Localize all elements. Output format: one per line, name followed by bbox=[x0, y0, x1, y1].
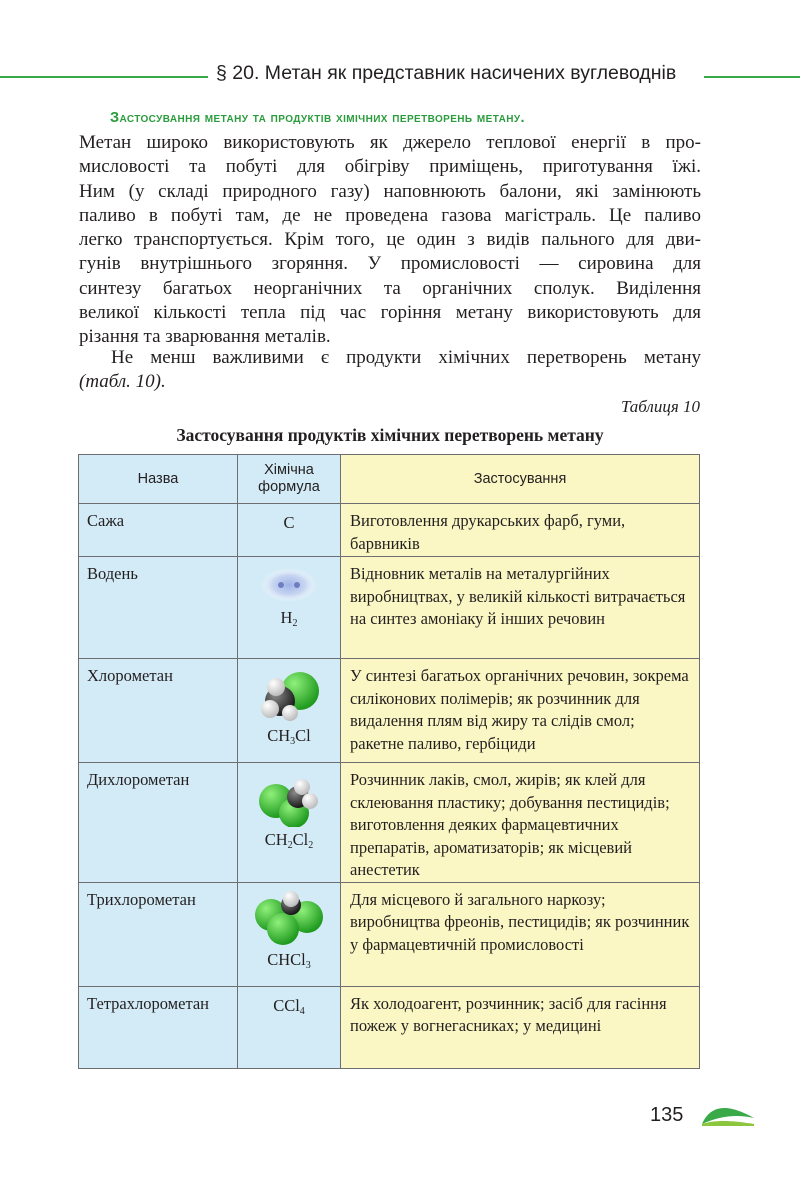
row-name: Сажа bbox=[79, 504, 238, 557]
text-line: синтезу багатьох неорганічних та органічних сполук. Виділення bbox=[79, 277, 701, 299]
running-header bbox=[0, 62, 800, 90]
row-use: Виготовлення друкарських фарб, гуми, барвників bbox=[341, 504, 700, 557]
header-formula-text: Хімічна формула bbox=[258, 462, 320, 495]
dichloromethane-molecule-icon bbox=[254, 771, 324, 827]
row-formula bbox=[238, 504, 341, 557]
page-number: 135 bbox=[650, 1104, 684, 1126]
table-title: Застосування продуктів хімічних перетворень метану bbox=[176, 425, 604, 445]
row-formula bbox=[238, 659, 341, 763]
table-row bbox=[79, 504, 700, 557]
text-line: Метан широко використовують як джерело теплової енергії в про- bbox=[79, 132, 701, 153]
formula-text: C bbox=[283, 513, 295, 532]
table-number: Таблиця 10 bbox=[620, 397, 700, 416]
table-row bbox=[79, 986, 700, 1068]
row-formula bbox=[238, 557, 341, 659]
row-use: Розчинник лаків, смол, жирів; як клей для склеювання пластику; добування пестицидів; виготовлення деяких фармацевтичних препаратів, ароматизаторів; як місцевий анестетик bbox=[341, 763, 700, 883]
paragraph-1 bbox=[79, 131, 701, 350]
formula-text: CCl$_4$ bbox=[273, 995, 305, 1017]
chloromethane-molecule-icon bbox=[254, 667, 324, 723]
table-row bbox=[79, 659, 700, 763]
formula-text: CHCl$_3$ bbox=[267, 949, 311, 971]
table-reference: (табл. 10). bbox=[79, 371, 166, 393]
text-line: різання та зварювання металів. bbox=[79, 326, 331, 348]
header-rule-right bbox=[704, 76, 800, 78]
hydrogen-molecule-icon bbox=[259, 565, 319, 605]
formula-text: $CH_3Cl$ bbox=[267, 726, 311, 747]
header-name: Назва bbox=[79, 455, 238, 504]
text-line: Ним (у складі природного газу) наповнюють балони, які замінюють bbox=[79, 180, 701, 202]
row-name: Трихлорометан bbox=[79, 882, 238, 986]
row-formula bbox=[238, 763, 341, 883]
row-use: Для місцевого й загального наркозу; виробництва фреонів, пестицидів; як розчинник у фармацевтичній промисловості bbox=[341, 882, 700, 986]
text-line: великої кількості тепла під час горіння метану використовують для bbox=[79, 302, 701, 324]
text-line: паливо в побуті там, де не проведена газова магістраль. Це паливо bbox=[79, 204, 701, 226]
formula-text: $H_2$ bbox=[280, 608, 298, 629]
table-row bbox=[79, 763, 700, 883]
header-formula bbox=[238, 455, 341, 504]
text-line: Не менш важливими є продукти хімічних перетворень метану bbox=[111, 347, 701, 368]
row-use: Як холодоагент, розчинник; засіб для гасіння пожеж у вогнегасниках; у медицині bbox=[341, 986, 700, 1068]
header-use: Застосування bbox=[341, 455, 700, 504]
table-header-row bbox=[79, 455, 700, 504]
text-line: мисловості та побуті для обігріву приміщень, приготування їжі. bbox=[79, 156, 701, 178]
row-name: Тетрахлорометан bbox=[79, 986, 238, 1068]
trichloromethane-molecule-icon bbox=[251, 891, 327, 947]
text-line: гунів внутрішнього згоряння. У промисловості — сировина для bbox=[79, 253, 701, 275]
row-use: У синтезі багатьох органічних речовин, зокрема силіконових полімерів; як розчинник для видалення плям від жиру та слідів смол; ракетне паливо, гербіциди bbox=[341, 659, 700, 763]
section-heading: Застосування метану та продуктів хімічних перетворень метану. bbox=[110, 110, 525, 126]
row-name: Водень bbox=[79, 557, 238, 659]
leaf-decoration-icon bbox=[700, 1100, 756, 1126]
applications-table bbox=[78, 454, 700, 1069]
paragraph-2 bbox=[79, 346, 701, 395]
formula-text: $CH_2Cl_2$ bbox=[264, 830, 314, 851]
table-row bbox=[79, 557, 700, 659]
text-line: легко транспортується. Крім того, це один з видів пального для дви- bbox=[79, 229, 701, 251]
row-name: Дихлорометан bbox=[79, 763, 238, 883]
row-formula bbox=[238, 986, 341, 1068]
header-rule-left bbox=[0, 76, 208, 78]
table-row bbox=[79, 882, 700, 986]
row-name: Хлорометан bbox=[79, 659, 238, 763]
row-use: Відновник металів на металургійних виробництвах, у великій кількості витрачається на синтез амоніаку й інших речовин bbox=[341, 557, 700, 659]
header-title: § 20. Метан як представник насичених вуглеводнів bbox=[216, 62, 677, 84]
row-formula bbox=[238, 882, 341, 986]
